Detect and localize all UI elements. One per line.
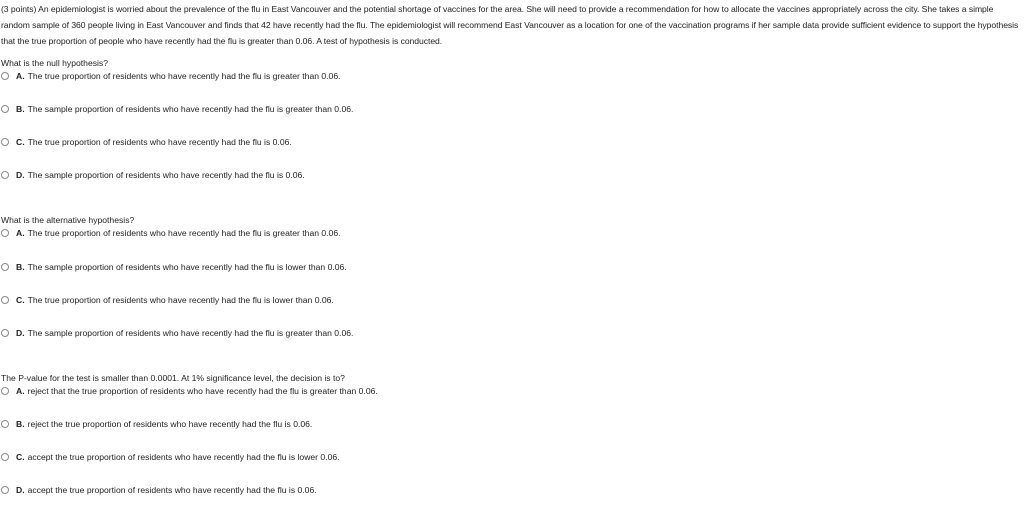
option-letter: D. [16, 485, 25, 495]
question-1-prompt: What is the null hypothesis? [1, 58, 109, 68]
option-text: The sample proportion of residents who have recently had the flu is greater than 0.06. [27, 328, 354, 338]
radio-button[interactable] [1, 486, 9, 494]
q2-option-b[interactable] [1, 261, 347, 273]
option-letter: B. [16, 419, 25, 429]
radio-button[interactable] [1, 138, 9, 146]
q3-option-d[interactable] [1, 484, 317, 496]
radio-button[interactable] [1, 263, 9, 271]
option-text: The sample proportion of residents who have recently had the flu is 0.06. [27, 170, 305, 180]
q1-option-b[interactable] [1, 103, 353, 115]
radio-button[interactable] [1, 72, 9, 80]
option-text: The true proportion of residents who have recently had the flu is lower than 0.06. [27, 295, 334, 305]
question-2-prompt: What is the alternative hypothesis? [1, 215, 135, 225]
option-letter: D. [16, 328, 25, 338]
option-text: The true proportion of residents who have recently had the flu is greater than 0.06. [27, 71, 341, 81]
option-letter: A. [16, 386, 25, 396]
q2-option-d[interactable] [1, 327, 353, 339]
option-letter: B. [16, 262, 25, 272]
option-text: reject the true proportion of residents who have recently had the flu is 0.06. [27, 419, 313, 429]
option-text: accept the true proportion of residents who have recently had the flu is lower 0.06. [27, 452, 340, 462]
radio-button[interactable] [1, 296, 9, 304]
radio-button[interactable] [1, 420, 9, 428]
radio-button[interactable] [1, 453, 9, 461]
option-letter: D. [16, 170, 25, 180]
problem-statement: (3 points) An epidemiologist is worried about the prevalence of the flu in East Vancouver and the potential shortage of vaccines for the area. She will need to provide a recommendation for how to allocate the vaccines appropriately across the city. She takes a simple random sample of 360 people living in East Vancouver and finds that 42 have recently had the flu. The epidemiologist will recommend East Vancouver as a location for one of the vaccination programs if her sample data provide sufficient evidence to support the hypothesis that the true proportion of people who have recently had the flu is greater than 0.06. A test of hypothesis is conducted. [1, 4, 1019, 46]
q3-option-b[interactable] [1, 418, 312, 430]
radio-button[interactable] [1, 171, 9, 179]
option-letter: C. [16, 295, 25, 305]
option-letter: C. [16, 452, 25, 462]
option-letter: A. [16, 228, 25, 238]
q1-option-c[interactable] [1, 136, 292, 148]
radio-button[interactable] [1, 229, 9, 237]
radio-button[interactable] [1, 105, 9, 113]
option-text: The sample proportion of residents who have recently had the flu is greater than 0.06. [27, 104, 354, 114]
question-3-prompt: The P-value for the test is smaller than 0.0001. At 1% significance level, the decision is to? [1, 373, 345, 383]
q2-option-a[interactable] [1, 227, 341, 239]
radio-button[interactable] [1, 387, 9, 395]
q3-option-a[interactable] [1, 385, 378, 397]
option-text: reject that the true proportion of residents who have recently had the flu is greater than 0.06. [27, 386, 378, 396]
option-text: The true proportion of residents who have recently had the flu is greater than 0.06. [27, 228, 341, 238]
q3-option-c[interactable] [1, 451, 340, 463]
option-text: The true proportion of residents who have recently had the flu is 0.06. [27, 137, 292, 147]
q1-option-d[interactable] [1, 169, 305, 181]
radio-button[interactable] [1, 329, 9, 337]
option-letter: C. [16, 137, 25, 147]
q2-option-c[interactable] [1, 294, 334, 306]
option-text: accept the true proportion of residents who have recently had the flu is 0.06. [27, 485, 317, 495]
option-letter: B. [16, 104, 25, 114]
option-text: The sample proportion of residents who have recently had the flu is lower than 0.06. [27, 262, 347, 272]
option-letter: A. [16, 71, 25, 81]
q1-option-a[interactable] [1, 70, 341, 82]
